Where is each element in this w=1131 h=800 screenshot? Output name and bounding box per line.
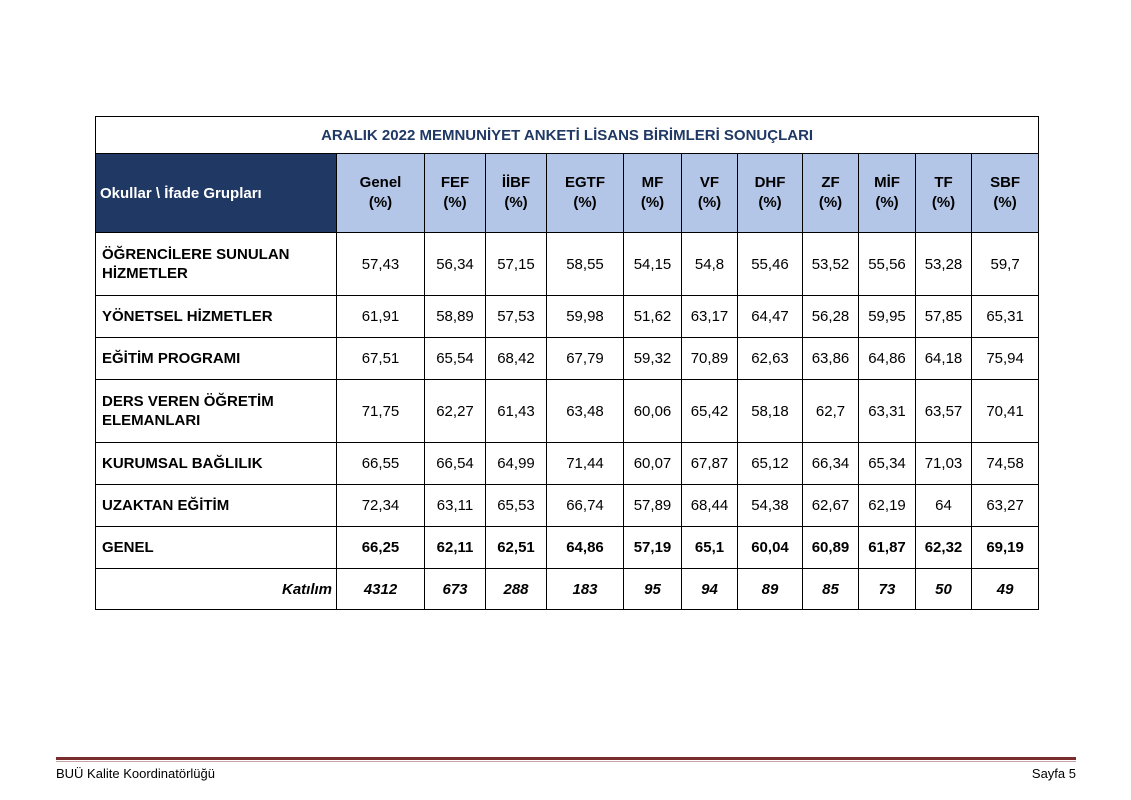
table-cell: 4312 bbox=[337, 569, 425, 610]
column-header bbox=[916, 154, 972, 233]
table-cell: 53,52 bbox=[803, 233, 859, 296]
table-cell: 73 bbox=[859, 569, 916, 610]
table-cell: 58,18 bbox=[738, 380, 803, 443]
column-header-unit: (%) bbox=[368, 194, 393, 211]
table-cell: 63,17 bbox=[682, 296, 738, 338]
table-cell: 49 bbox=[972, 569, 1039, 610]
table-cell: 57,43 bbox=[337, 233, 425, 296]
table-cell: 71,44 bbox=[547, 443, 624, 485]
table-cell: 59,98 bbox=[547, 296, 624, 338]
column-header bbox=[859, 154, 916, 233]
table-row bbox=[96, 338, 1039, 380]
table-cell: 61,43 bbox=[486, 380, 547, 443]
table-cell: 69,19 bbox=[972, 527, 1039, 569]
table-cell: 57,19 bbox=[624, 527, 682, 569]
table-cell: 54,15 bbox=[624, 233, 682, 296]
row-label: KURUMSAL BAĞLILIK bbox=[96, 443, 337, 485]
table-row bbox=[96, 443, 1039, 485]
column-header bbox=[738, 154, 803, 233]
table-cell: 51,62 bbox=[624, 296, 682, 338]
table-cell: 61,91 bbox=[337, 296, 425, 338]
column-header bbox=[486, 154, 547, 233]
table-cell: 65,34 bbox=[859, 443, 916, 485]
table-row bbox=[96, 296, 1039, 338]
table-cell: 58,55 bbox=[547, 233, 624, 296]
table-cell: 66,54 bbox=[425, 443, 486, 485]
table-cell: 65,54 bbox=[425, 338, 486, 380]
column-header-unit: (%) bbox=[875, 194, 899, 211]
table-cell: 64,18 bbox=[916, 338, 972, 380]
table-cell: 673 bbox=[425, 569, 486, 610]
table-cell: 63,11 bbox=[425, 485, 486, 527]
table-cell: 62,7 bbox=[803, 380, 859, 443]
table-row bbox=[96, 485, 1039, 527]
table-cell: 72,34 bbox=[337, 485, 425, 527]
table-cell: 71,03 bbox=[916, 443, 972, 485]
results-table bbox=[95, 116, 1039, 610]
table-cell: 183 bbox=[547, 569, 624, 610]
table-cell: 66,34 bbox=[803, 443, 859, 485]
table-cell: 64,47 bbox=[738, 296, 803, 338]
table-cell: 95 bbox=[624, 569, 682, 610]
table-cell: 62,51 bbox=[486, 527, 547, 569]
table-cell: 66,55 bbox=[337, 443, 425, 485]
table-cell: 62,63 bbox=[738, 338, 803, 380]
row-label: EĞİTİM PROGRAMI bbox=[96, 338, 337, 380]
column-header bbox=[337, 154, 425, 233]
column-header-name: FEF bbox=[440, 174, 470, 191]
column-header-name: ZF bbox=[821, 174, 840, 191]
table-cell: 64,99 bbox=[486, 443, 547, 485]
table-cell: 56,28 bbox=[803, 296, 859, 338]
column-header-name: VF bbox=[699, 174, 720, 191]
table-cell: 57,53 bbox=[486, 296, 547, 338]
table-cell: 59,95 bbox=[859, 296, 916, 338]
table-cell: 58,89 bbox=[425, 296, 486, 338]
row-label: Katılım bbox=[96, 569, 337, 610]
column-header bbox=[425, 154, 486, 233]
table-cell: 57,85 bbox=[916, 296, 972, 338]
table-row bbox=[96, 380, 1039, 443]
table-cell: 65,1 bbox=[682, 527, 738, 569]
table-header-row bbox=[96, 154, 1039, 233]
table-cell: 63,31 bbox=[859, 380, 916, 443]
column-header-unit: (%) bbox=[443, 194, 467, 211]
table-cell: 64 bbox=[916, 485, 972, 527]
table-row bbox=[96, 233, 1039, 296]
footer-page-number: Sayfa 5 bbox=[1031, 766, 1076, 781]
column-header-unit: (%) bbox=[818, 194, 843, 211]
table-cell: 65,42 bbox=[682, 380, 738, 443]
table-cell: 64,86 bbox=[859, 338, 916, 380]
column-header-name: MİF bbox=[874, 174, 900, 191]
table-cell: 63,86 bbox=[803, 338, 859, 380]
table-cell: 60,04 bbox=[738, 527, 803, 569]
column-header bbox=[624, 154, 682, 233]
footer-organization: BUÜ Kalite Koordinatörlüğü bbox=[56, 766, 215, 781]
table-cell: 65,53 bbox=[486, 485, 547, 527]
table-cell: 89 bbox=[738, 569, 803, 610]
table-cell: 62,19 bbox=[859, 485, 916, 527]
table-cell: 67,87 bbox=[682, 443, 738, 485]
row-label: GENEL bbox=[96, 527, 337, 569]
column-header-unit: (%) bbox=[640, 194, 665, 211]
footer-rule bbox=[56, 757, 1076, 760]
column-header-unit: (%) bbox=[758, 194, 782, 211]
table-cell: 71,75 bbox=[337, 380, 425, 443]
table-cell: 66,74 bbox=[547, 485, 624, 527]
column-header bbox=[682, 154, 738, 233]
table-cell: 70,41 bbox=[972, 380, 1039, 443]
table-cell: 61,87 bbox=[859, 527, 916, 569]
column-header-unit: (%) bbox=[573, 194, 597, 211]
table-cell: 59,32 bbox=[624, 338, 682, 380]
table-row-total bbox=[96, 527, 1039, 569]
table-cell: 62,32 bbox=[916, 527, 972, 569]
row-label: YÖNETSEL HİZMETLER bbox=[96, 296, 337, 338]
table-cell: 62,27 bbox=[425, 380, 486, 443]
table-cell: 74,58 bbox=[972, 443, 1039, 485]
column-header-name: MF bbox=[641, 174, 664, 191]
table-cell: 63,48 bbox=[547, 380, 624, 443]
column-header-name: TF bbox=[934, 174, 953, 191]
column-header bbox=[547, 154, 624, 233]
table-cell: 65,12 bbox=[738, 443, 803, 485]
column-header-name: SBF bbox=[990, 174, 1021, 191]
column-header-unit: (%) bbox=[931, 194, 956, 211]
table-cell: 66,25 bbox=[337, 527, 425, 569]
table-title: ARALIK 2022 MEMNUNİYET ANKETİ LİSANS BİRİMLERİ SONUÇLARI bbox=[96, 117, 1039, 154]
table-cell: 59,7 bbox=[972, 233, 1039, 296]
column-header-unit: (%) bbox=[697, 194, 722, 211]
table-cell: 54,38 bbox=[738, 485, 803, 527]
table-cell: 60,06 bbox=[624, 380, 682, 443]
row-label: DERS VEREN ÖĞRETİM ELEMANLARI bbox=[96, 380, 337, 443]
table-cell: 64,86 bbox=[547, 527, 624, 569]
row-label: ÖĞRENCİLERE SUNULAN HİZMETLER bbox=[96, 233, 337, 296]
table-cell: 50 bbox=[916, 569, 972, 610]
table-cell: 94 bbox=[682, 569, 738, 610]
table-title-row bbox=[96, 117, 1039, 154]
table-cell: 57,89 bbox=[624, 485, 682, 527]
table-cell: 67,79 bbox=[547, 338, 624, 380]
table-cell: 67,51 bbox=[337, 338, 425, 380]
table-row-participation bbox=[96, 569, 1039, 610]
table-cell: 57,15 bbox=[486, 233, 547, 296]
column-header-unit: (%) bbox=[504, 194, 528, 211]
table-cell: 70,89 bbox=[682, 338, 738, 380]
table-cell: 68,42 bbox=[486, 338, 547, 380]
column-header-name: EGTF bbox=[565, 174, 605, 191]
table-cell: 63,27 bbox=[972, 485, 1039, 527]
footer-rule-thin bbox=[56, 761, 1076, 762]
table-cell: 62,11 bbox=[425, 527, 486, 569]
column-header-name: DHF bbox=[754, 174, 786, 191]
table-cell: 85 bbox=[803, 569, 859, 610]
table-cell: 55,46 bbox=[738, 233, 803, 296]
table-cell: 55,56 bbox=[859, 233, 916, 296]
column-header bbox=[803, 154, 859, 233]
table-cell: 54,8 bbox=[682, 233, 738, 296]
row-label: UZAKTAN EĞİTİM bbox=[96, 485, 337, 527]
table-cell: 65,31 bbox=[972, 296, 1039, 338]
table-cell: 56,34 bbox=[425, 233, 486, 296]
column-header-unit: (%) bbox=[993, 194, 1017, 211]
table-cell: 60,07 bbox=[624, 443, 682, 485]
table-cell: 63,57 bbox=[916, 380, 972, 443]
table-cell: 60,89 bbox=[803, 527, 859, 569]
corner-label: Okullar \ İfade Grupları bbox=[96, 154, 337, 233]
table-cell: 288 bbox=[486, 569, 547, 610]
table-cell: 75,94 bbox=[972, 338, 1039, 380]
column-header-name: İİBF bbox=[501, 174, 531, 191]
column-header bbox=[972, 154, 1039, 233]
table-cell: 62,67 bbox=[803, 485, 859, 527]
table-cell: 68,44 bbox=[682, 485, 738, 527]
column-header-name: Genel bbox=[359, 174, 402, 191]
table-cell: 53,28 bbox=[916, 233, 972, 296]
